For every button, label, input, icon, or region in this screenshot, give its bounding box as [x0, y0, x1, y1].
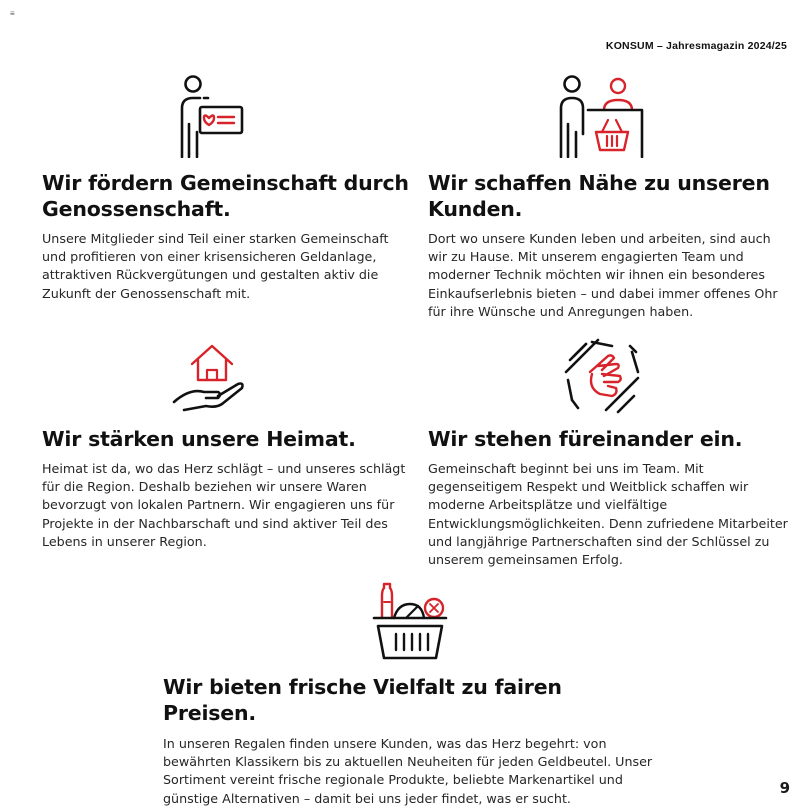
section-body: Unsere Mitglieder sind Teil einer starken Gemeinschaft und profitieren von einer krisensicheren Geldanlage, attraktiven Rückvergütungen und gestalten aktiv die Zukunft der Genossenschaft mit. — [42, 231, 389, 301]
section-standing-together — [428, 426, 796, 569]
page-number: 9 — [779, 779, 790, 797]
section-body: Dort wo unsere Kunden leben und arbeiten, sind auch wir zu Hause. Mit unserem engagierten Team und moderner Technik möchten wir ihnen ein besonderes Einkaufserlebnis bieten – und dabei immer offenes Ohr für ihre Wünsche und Anregungen haben. — [428, 231, 778, 319]
corner-mark: ≡ — [10, 9, 14, 18]
section-body: Gemeinschaft beginnt bei uns im Team. Mit gegenseitigem Respekt und Weitblick schaffen wir moderne Arbeitsplätze und vielfältige Entwicklungsmöglichkeiten. Denn zufriedene Mitarbeiter und langjährige Partnerschaften sind der Schlüssel zu unserem gemeinsamen Erfolg. — [428, 461, 788, 568]
section-community — [42, 170, 412, 303]
section-fresh-variety — [163, 674, 653, 808]
section-homeland — [42, 426, 412, 551]
section-body: Heimat ist da, wo das Herz schlägt – und unseres schlägt für die Region. Deshalb beziehen wir unsere Waren bevorzugt von lokalen Partnern. Wir engagieren uns für Projekte in der Nachbarschaft und sind aktiver Teil des Lebens in unserer Region. — [42, 461, 406, 549]
section-body: In unseren Regalen finden unsere Kunden, was das Herz begehrt: von bewährten Klassikern bis zu aktuellen Neuheiten für jeden Geldbeutel. Unser Sortiment vereint frische regionale Produkte, beliebte Markenartikel und günstige Alternativen – damit bei uns jeder findet, was er sucht. — [163, 736, 653, 806]
section-title: Wir stehen füreinander ein. — [428, 427, 743, 451]
shopping-basket-groceries-icon — [370, 582, 450, 662]
section-title: Wir bieten frische Vielfalt zu fairen Preisen. — [163, 675, 562, 725]
stacked-hands-icon — [562, 336, 642, 416]
section-customer-proximity — [428, 170, 793, 321]
person-holding-heart-card-icon — [176, 74, 246, 158]
section-title: Wir stärken unsere Heimat. — [42, 427, 356, 451]
house-on-hand-icon — [172, 338, 252, 414]
magazine-header: KONSUM – Jahresmagazin 2024/25 — [605, 40, 787, 52]
section-title: Wir schaffen Nähe zu unseren Kunden. — [428, 171, 770, 221]
customer-cashier-basket-icon — [556, 74, 646, 158]
section-title: Wir fördern Gemeinschaft durch Genossenschaft. — [42, 171, 409, 221]
